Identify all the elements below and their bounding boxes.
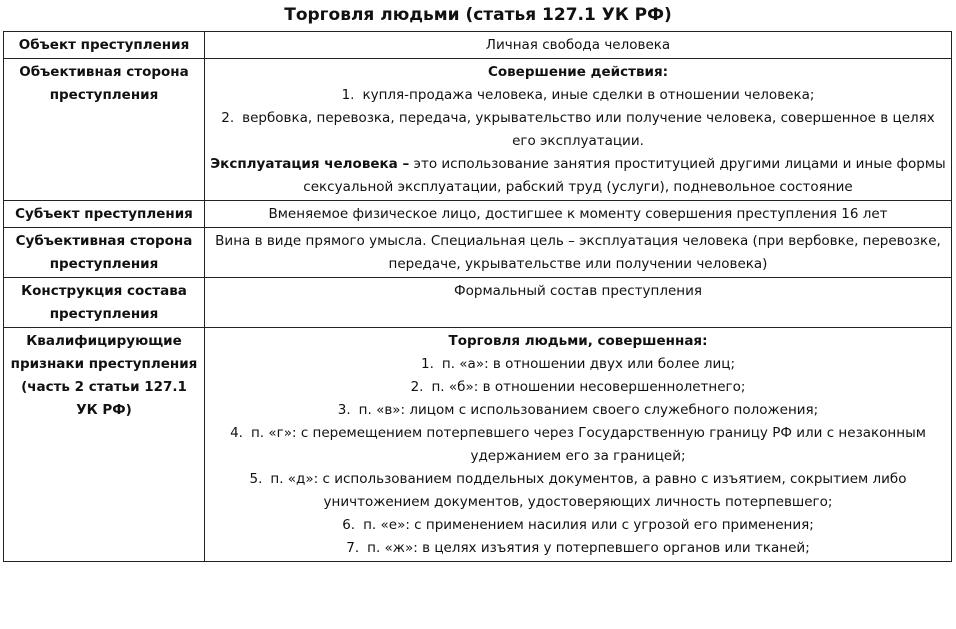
table-row-construction bbox=[4, 278, 952, 328]
list-item-text: п. «а»: в отношении двух или более лиц; bbox=[441, 356, 735, 372]
list-item-number: 1. bbox=[421, 356, 434, 372]
list-item-text: п. «д»: с использованием поддельных документов, а равно с изъятием, сокрытием либо уничтожением документов, удостоверяющих личность потерпевшего; bbox=[270, 471, 907, 510]
row-label-construction: Конструкция состава преступления bbox=[4, 278, 205, 328]
exploitation-term: Эксплуатация человека – bbox=[210, 156, 410, 172]
list-item-text: вербовка, перевозка, передача, укрывательство или получение человека, совершенное в целях его эксплуатации. bbox=[242, 110, 935, 149]
row-label-qualifying-signs: Квалифицирующие признаки преступления (часть 2 статьи 127.1 УК РФ) bbox=[4, 328, 205, 562]
list-item-number: 2. bbox=[410, 379, 424, 395]
list-item-text: п. «е»: с применением насилия или с угрозой его применения; bbox=[363, 517, 814, 533]
row-label-subject: Субъект преступления bbox=[4, 201, 205, 228]
table-row-qualifying-signs bbox=[4, 328, 952, 562]
row-content-qualifying-signs bbox=[205, 328, 952, 562]
list-item bbox=[210, 514, 946, 537]
row-label-object: Объект преступления bbox=[4, 32, 205, 59]
document-title: Торговля людьми (статья 127.1 УК РФ) bbox=[284, 5, 672, 25]
table-row-object bbox=[4, 32, 952, 59]
row-label-subjective-side: Субъективная сторона преступления bbox=[4, 228, 205, 278]
row-content-object: Личная свобода человека bbox=[205, 32, 952, 59]
list-item bbox=[210, 107, 946, 153]
list-item bbox=[210, 376, 946, 399]
list-item-number: 1. bbox=[341, 87, 355, 103]
crime-elements-table bbox=[3, 31, 952, 562]
exploitation-definition bbox=[210, 153, 946, 199]
list-item-number: 5. bbox=[249, 471, 263, 487]
list-item bbox=[210, 353, 946, 376]
row-content-subjective-side: Вина в виде прямого умысла. Специальная цель – эксплуатация человека (при вербовке, перевозке, передаче, укрывательстве или получении человека) bbox=[205, 228, 952, 278]
qualifying-heading: Торговля людьми, совершенная: bbox=[448, 333, 708, 349]
row-label-objective-side: Объективная сторона преступления bbox=[4, 59, 205, 201]
list-item-number: 4. bbox=[230, 425, 243, 441]
list-item-number: 7. bbox=[346, 540, 360, 556]
exploitation-definition-text: это использование занятия проституцией другими лицами и иные формы сексуальной эксплуатации, рабский труд (услуги), подневольное состояние bbox=[303, 156, 946, 195]
list-item bbox=[210, 84, 946, 107]
list-item bbox=[210, 399, 946, 422]
list-item-text: п. «г»: с перемещением потерпевшего через Государственную границу РФ или с незаконным удержанием его за границей; bbox=[250, 425, 926, 464]
list-item bbox=[210, 468, 946, 514]
list-item-number: 3. bbox=[337, 402, 351, 418]
list-item bbox=[210, 537, 946, 560]
table-row-subject bbox=[4, 201, 952, 228]
table-row-subjective-side bbox=[4, 228, 952, 278]
objective-heading: Совершение действия: bbox=[487, 64, 669, 80]
list-item-text: п. «б»: в отношении несовершеннолетнего; bbox=[431, 379, 746, 395]
list-item-number: 6. bbox=[342, 517, 356, 533]
list-item-text: п. «в»: лицом с использованием своего служебного положения; bbox=[358, 402, 819, 418]
row-content-construction: Формальный состав преступления bbox=[205, 278, 952, 328]
table-row-objective-side bbox=[4, 59, 952, 201]
list-item-number: 2. bbox=[221, 110, 235, 126]
row-content-objective-side bbox=[205, 59, 952, 201]
list-item bbox=[210, 422, 946, 468]
row-content-subject: Вменяемое физическое лицо, достигшее к моменту совершения преступления 16 лет bbox=[205, 201, 952, 228]
list-item-text: купля-продажа человека, иные сделки в отношении человека; bbox=[362, 87, 815, 103]
list-item-text: п. «ж»: в целях изъятия у потерпевшего органов или тканей; bbox=[367, 540, 810, 556]
